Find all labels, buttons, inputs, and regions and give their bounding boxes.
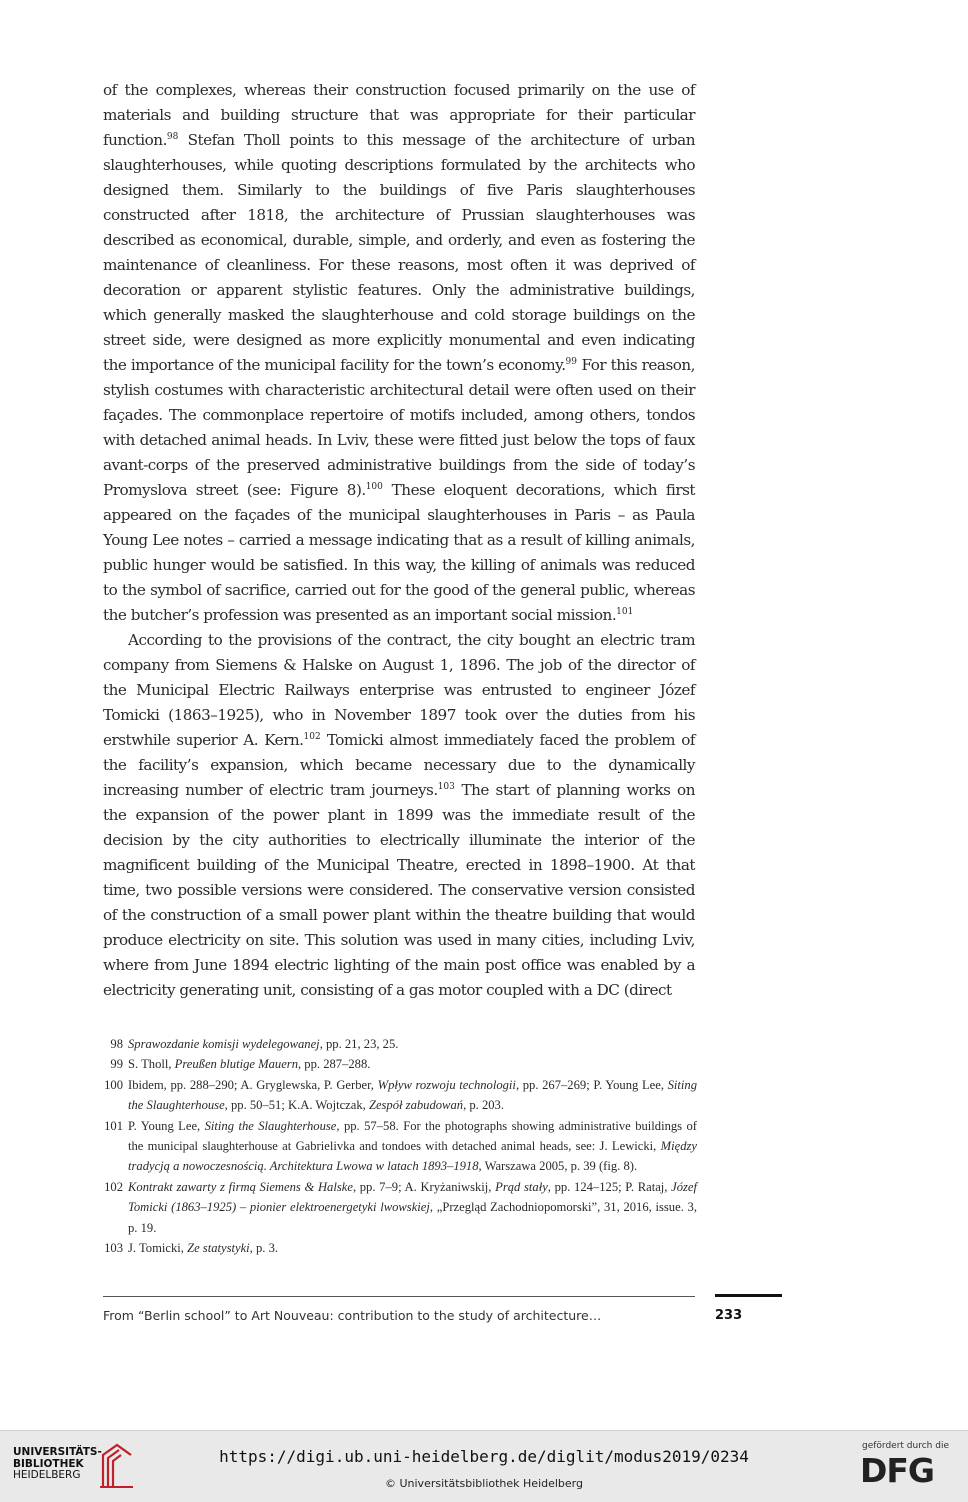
footnote [103,1034,697,1054]
page-number: 233 [715,1308,743,1323]
footnote-number: 100 [104,1077,123,1092]
footnote-text: Ibidem, pp. 288–290; A. Gryglewska, P. Gerber, Wpływ rozwoju technologii, pp. 267–269; P. Young Lee, Siting the Slaughterhouse, pp. 50–51; K.A. Wojtczak, Zespół zabudowań, p. 203. [128,1077,697,1113]
footnote [103,1177,697,1238]
footnote [103,1238,697,1258]
paragraph: of the complexes, whereas their construction focused primarily on the use of materials and building structure that was appropriate for their particular function.$^{98}$ Stefan Tholl points to this message of the architecture of urban slaughterhouses, while quoting descriptions formulated by the architects who designed them. Similarly to the buildings of five Paris slaughterhouses constructed after 1818, the architecture of Prussian slaughterhouses was described as economical, durable, simple, and orderly, and even as fostering the maintenance of cleanliness. For these reasons, most often it was deprived of decoration or apparent stylistic features. Only the administrative buildings, which generally masked the slaughterhouse and cold storage buildings on the street side, were designed as more explicitly monumental and even indicating the importance of the municipal facility for the town’s economy.$^{99}$ For this reason, stylish costumes with characteristic architectural detail were often used on their façades. The commonplace repertoire of motifs included, among others, tondos with detached animal heads. In Lviv, these were fitted just below the tops of faux avant-corps of the preserved administrative buildings from the side of today’s Promyslova street (see: Figure 8).$^{100}$ These eloquent decorations, which first appeared on the façades of the municipal slaughterhouses in Paris – as Paula Young Lee notes – carried a message indicating that as a result of killing animals, public hunger would be satisfied. In this way, the killing of animals was reduced to the symbol of sacrifice, carried out for the good of the general public, whereas the butcher’s profession was presented as an important social mission.$^{101}$ [103,81,695,624]
footnote-text: S. Tholl, Preußen blutige Mauern, pp. 287–288. [128,1057,371,1072]
page-url-link[interactable]: https://digi.ub.uni-heidelberg.de/diglit/modus2019/0234 [219,1447,749,1466]
footnote-number: 99 [110,1057,123,1072]
dfg-wordmark: DFG [860,1451,935,1490]
funded-by-label: gefördert durch die [862,1441,949,1451]
footnote-ref[interactable]: 100 [365,482,383,492]
footnote [103,1116,697,1177]
footnotes [103,1034,697,1258]
library-name: UNIVERSITÄTS- BIBLIOTHEK HEIDELBERG [13,1446,102,1481]
footnote-number: 101 [104,1118,123,1133]
paragraph: According to the provisions of the contract, the city bought an electric tram company from Siemens & Halske on August 1, 1896. The job of the director of the Municipal Electric Railways enterprise was entrusted to engineer Józef Tomicki (1863–1925), who in November 1897 took over the duties from his erstwhile superior A. Kern.$^{102}$ Tomicki almost immediately faced the problem of the facility’s expansion, which became necessary due to the dynamically increasing number of electric tram journeys.$^{103}$ The start of planning works on the expansion of the power plant in 1899 was the immediate result of the decision by the city authorities to electrically illuminate the interior of the magnificent building of the Municipal Theatre, erected in 1898–1900. At that time, two possible versions were considered. The conservative version consisted of the construction of a small power plant within the theatre building that would produce electricity on site. This solution was used in many cities, including Lviv, where from June 1894 electric lighting of the main post office was enabled by a electricity generating unit, consisting of a gas motor coupled with a DC (direct [103,631,695,999]
footnote [103,1075,697,1116]
viewer-footer-bar [0,1430,968,1502]
footnote-ref[interactable]: 101 [616,607,634,617]
footnote-text: Sprawozdanie komisji wydelegowanej, pp. 21, 23, 25. [128,1037,399,1051]
footnote-number: 98 [110,1037,123,1051]
footnote-ref[interactable]: 103 [437,782,455,792]
footnote-ref[interactable]: 102 [303,732,321,742]
footer-rule [103,1296,695,1297]
body-text [103,78,695,1003]
running-title: From “Berlin school” to Art Nouveau: contribution to the study of architecture… [103,1308,602,1323]
footnote-ref[interactable]: 99 [565,357,577,367]
footnote-text: Kontrakt zawarty z firmą Siemens & Halske, pp. 7–9; A. Kryżaniwskij, Prąd stały, pp. 124–125; P. Rataj, Józef Tomicki (1863–1925) – pionier elektroenergetyki lwowskiej, „Przegląd Zachodniopomorski”, 31, 2016, issue. 3, p. 19. [128,1179,698,1235]
footnote [103,1054,697,1074]
footnote-text: P. Young Lee, Siting the Slaughterhouse, pp. 57–58. For the photographs showing administrative buildings of the municipal slaughterhouse at Gabrielivka and tondoes with detached animal heads, see: J. Lewicki, Między tradycją a nowoczesnością. Architektura Lwowa w latach 1893–1918, Warszawa 2005, p. 39 (fig. 8). [128,1118,698,1174]
footnote-number: 102 [104,1179,123,1194]
copyright-notice: © Universitätsbibliothek Heidelberg [384,1477,583,1490]
page-number-rule [715,1294,782,1297]
footnote-ref[interactable]: 98 [166,132,179,142]
footnote-text: J. Tomicki, Ze statystyki, p. 3. [128,1241,279,1256]
footnote-number: 103 [104,1241,123,1256]
dfg-logo[interactable] [860,1441,960,1496]
